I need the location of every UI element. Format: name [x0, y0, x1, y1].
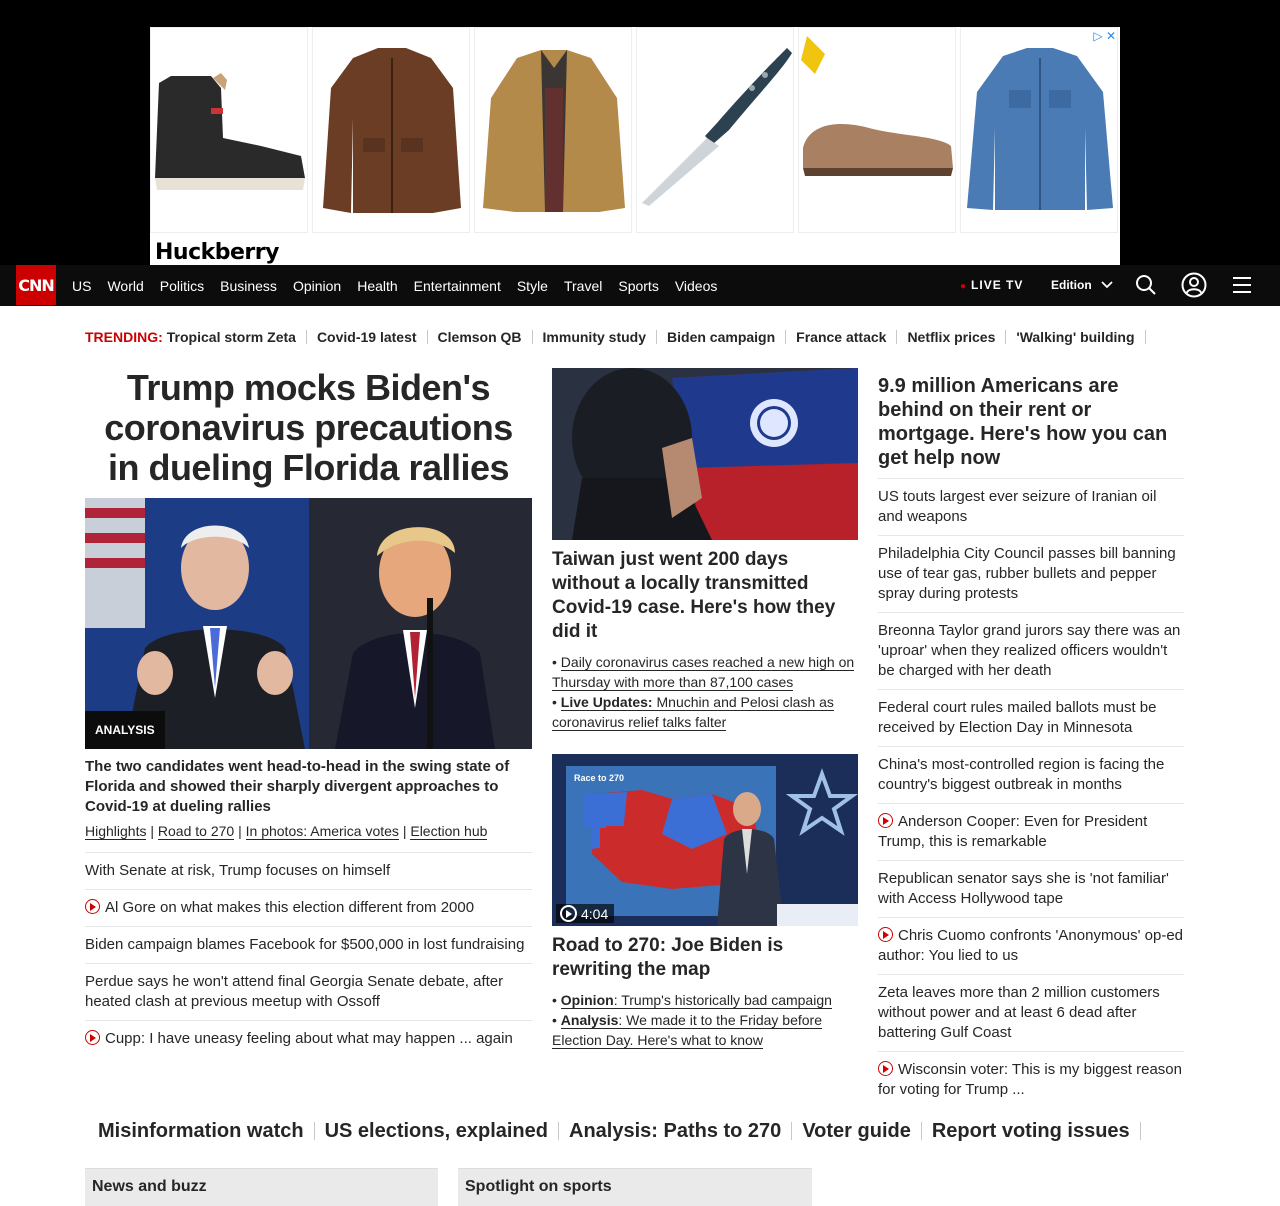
taiwan-story-image[interactable]	[552, 368, 858, 540]
nav-link-business[interactable]: Business	[220, 277, 277, 294]
play-icon	[85, 899, 100, 914]
lead-links: Highlights | Road to 270 | In photos: America votes | Election hub	[85, 823, 488, 839]
ad-product-pocket-knife[interactable]	[636, 27, 794, 233]
list-item[interactable]	[878, 803, 1184, 860]
link-misinformation-watch[interactable]: Misinformation watch	[98, 1122, 315, 1140]
bullet-label: Analysis	[560, 1012, 619, 1028]
list-item[interactable]	[85, 963, 532, 1020]
road-to-270-bullets	[552, 990, 858, 1050]
play-icon	[85, 1030, 100, 1045]
ad-product-leather-jacket[interactable]	[312, 27, 470, 233]
list-item-text: Republican senator says she is 'not familiar' with Access Hollywood tape	[878, 870, 1169, 907]
ad-product-loafer[interactable]	[798, 27, 956, 233]
nav-link-opinion[interactable]: Opinion	[292, 277, 342, 294]
bullet-item: • Daily coronavirus cases reached a new high on Thursday with more than 87,100 cases	[552, 654, 855, 690]
list-item[interactable]	[85, 852, 532, 889]
election-links-bar	[98, 1122, 1151, 1140]
nav-link-us[interactable]: US	[72, 277, 92, 294]
list-item-text: China's most-controlled region is facing the country's biggest outbreak in months	[878, 756, 1165, 793]
live-tv-label: LIVE TV	[971, 278, 1024, 292]
right-story-list	[878, 478, 1184, 1108]
ad-product-denim-shirt[interactable]	[960, 27, 1118, 233]
list-item-text: Philadelphia City Council passes bill banning use of tear gas, rubber bullets and pepper spray during protests	[878, 545, 1176, 602]
list-item-text: Zeta leaves more than 2 million customers without power and at least 6 dead after battering Gulf Coast	[878, 984, 1160, 1041]
trending-item-immunity[interactable]: Immunity study	[543, 330, 657, 344]
bullet-text: Mnuchin and Pelosi clash as coronavirus relief talks falter	[552, 694, 834, 730]
advertisement[interactable]	[150, 27, 1120, 265]
nav-links	[72, 265, 717, 306]
bullet-text: : We made it to the Friday before Election Day. Here's what to know	[552, 1012, 823, 1048]
list-item[interactable]	[878, 1051, 1184, 1108]
bullet-item: • Analysis: We made it to the Friday before Election Day. Here's what to know	[552, 1012, 823, 1048]
list-item[interactable]	[878, 917, 1184, 974]
edition-label: Edition	[1051, 278, 1092, 292]
link-report-voting-issues[interactable]: Report voting issues	[932, 1122, 1141, 1140]
right-headline[interactable]: 9.9 million Americans are behind on their rent or mortgage. Here's how you can get help now	[878, 375, 1168, 469]
ad-choices-icon[interactable]: ▷ ✕	[1093, 29, 1116, 43]
lead-headline[interactable]: Trump mocks Biden's coronavirus precautions in dueling Florida rallies	[104, 367, 513, 488]
nav-link-health[interactable]: Health	[357, 277, 398, 294]
duration-text: 4:04	[581, 905, 609, 922]
election-map-photo	[552, 754, 858, 926]
list-item-text: Anderson Cooper: Even for President Trump, this is remarkable	[878, 813, 1148, 850]
list-item[interactable]	[878, 974, 1184, 1051]
link-us-elections-explained[interactable]: US elections, explained	[325, 1122, 559, 1140]
list-item-text: Cupp: I have uneasy feeling about what may happen ... again	[105, 1030, 513, 1047]
search-icon[interactable]	[1135, 274, 1157, 296]
lead-link-highlights[interactable]: Highlights	[85, 823, 147, 839]
live-tv-button[interactable]	[960, 278, 1023, 292]
account-icon[interactable]	[1181, 272, 1207, 298]
ad-banner-area	[0, 0, 1280, 265]
list-item[interactable]	[85, 1020, 532, 1057]
lead-column	[85, 368, 532, 1057]
road-to-270-video[interactable]	[552, 754, 858, 926]
list-item-text: Breonna Taylor grand jurors say there was an 'uproar' when they realized officers wouldn't be charged with her death	[878, 622, 1181, 679]
taiwan-flag-photo	[552, 368, 858, 540]
list-item-text: Biden campaign blames Facebook for $500,000 in lost fundraising	[85, 936, 525, 953]
trending-item-walking-building[interactable]: 'Walking' building	[1016, 330, 1145, 344]
nav-link-politics[interactable]: Politics	[159, 277, 205, 294]
list-item-text: US touts largest ever seizure of Iranian oil and weapons	[878, 488, 1157, 525]
bullet-item: • Live Updates: Mnuchin and Pelosi clash as coronavirus relief talks falter	[552, 694, 834, 730]
bullet-item: • Opinion: Trump's historically bad campaign	[552, 992, 832, 1008]
list-item-text: Federal court rules mailed ballots must be received by Election Day in Minnesota	[878, 699, 1157, 736]
trending-item-france-attack[interactable]: France attack	[796, 330, 897, 344]
list-item[interactable]	[85, 926, 532, 963]
lead-link-road-to-270[interactable]: Road to 270	[157, 823, 235, 839]
link-voter-guide[interactable]: Voter guide	[802, 1122, 922, 1140]
trending-item-tropical-storm-zeta[interactable]: Tropical storm Zeta	[167, 330, 307, 344]
play-icon	[878, 927, 893, 942]
list-item-text: With Senate at risk, Trump focuses on himself	[85, 862, 391, 879]
bullet-link-daily-cases[interactable]: Daily coronavirus cases reached a new high on Thursday with more than 87,100 cases	[552, 654, 855, 690]
list-item-text: Al Gore on what makes this election different from 2000	[105, 899, 475, 916]
play-icon	[560, 905, 577, 922]
nav-link-travel[interactable]: Travel	[563, 277, 603, 294]
chevron-down-icon	[1101, 280, 1113, 290]
main-navigation	[0, 265, 1280, 306]
bullet-link-analysis[interactable]	[552, 1012, 822, 1049]
analysis-tag: ANALYSIS	[85, 711, 165, 749]
list-item[interactable]	[878, 535, 1184, 612]
trending-item-clemson[interactable]: Clemson QB	[438, 330, 533, 344]
list-item[interactable]	[878, 478, 1184, 535]
list-item-text: Chris Cuomo confronts 'Anonymous' op-ed author: You lied to us	[878, 927, 1184, 964]
lead-link-in-photos[interactable]: In photos: America votes	[245, 823, 399, 839]
nav-link-world[interactable]: World	[107, 277, 144, 294]
list-item[interactable]	[85, 889, 532, 926]
taiwan-story-bullets	[552, 652, 858, 732]
list-item-text: Wisconsin voter: This is my biggest reason for voting for Trump ...	[878, 1061, 1182, 1098]
list-item[interactable]	[878, 689, 1184, 746]
bullet-link-live-updates[interactable]	[552, 694, 834, 731]
bullet-text: : Trump's historically bad campaign	[613, 992, 832, 1008]
middle-column	[552, 368, 858, 1050]
lead-subhead[interactable]: The two candidates went head-to-head in the swing state of Florida and showed their sharply divergent approaches to Covid-19 at dueling rallies	[85, 758, 510, 815]
nav-link-style[interactable]: Style	[516, 277, 548, 294]
trending-item-netflix[interactable]: Netflix prices	[907, 330, 1006, 344]
ad-product-canvas-jacket[interactable]	[474, 27, 632, 233]
trending-bar	[85, 328, 1156, 346]
section-spotlight-on-sports[interactable]: Spotlight on sports	[458, 1168, 812, 1206]
ad-product-boot[interactable]	[150, 27, 308, 233]
nav-link-sports[interactable]: Sports	[618, 277, 659, 294]
bullet-label: Opinion	[560, 992, 614, 1008]
list-item[interactable]	[878, 612, 1184, 689]
road-to-270-headline[interactable]: Road to 270: Joe Biden is rewriting the map	[552, 935, 784, 980]
right-column	[878, 374, 1184, 1108]
lead-image[interactable]	[85, 498, 532, 749]
link-paths-to-270[interactable]: Analysis: Paths to 270	[569, 1122, 792, 1140]
ad-brand-logo[interactable]: Huckberry	[155, 240, 279, 265]
screen-title: Race to 270	[574, 773, 625, 783]
lead-link-election-hub[interactable]: Election hub	[410, 823, 488, 839]
trending-label: TRENDING:	[85, 329, 163, 345]
play-icon	[878, 1061, 893, 1076]
list-item[interactable]	[878, 860, 1184, 917]
taiwan-story-headline[interactable]: Taiwan just went 200 days without a locally transmitted Covid-19 case. Here's how they did it	[552, 549, 836, 642]
bullet-link-opinion[interactable]	[561, 992, 832, 1009]
play-icon	[878, 813, 893, 828]
nav-link-videos[interactable]: Videos	[674, 277, 718, 294]
list-item[interactable]	[878, 746, 1184, 803]
section-news-and-buzz[interactable]: News and buzz	[85, 1168, 438, 1206]
lead-story-list	[85, 852, 532, 1057]
trending-item-biden-campaign[interactable]: Biden campaign	[667, 330, 786, 344]
live-dot-icon: ●	[960, 281, 968, 292]
bullet-label: Live Updates:	[560, 694, 653, 710]
nav-link-entertainment[interactable]: Entertainment	[413, 277, 501, 294]
cnn-logo[interactable]: CNN	[16, 265, 56, 305]
edition-button[interactable]	[1051, 278, 1113, 292]
video-duration	[556, 904, 614, 923]
list-item-text: Perdue says he won't attend final Georgia Senate debate, after heated clash at previous meetup with Ossoff	[85, 973, 504, 1010]
trending-item-covid[interactable]: Covid-19 latest	[317, 330, 428, 344]
menu-icon[interactable]	[1231, 274, 1253, 296]
